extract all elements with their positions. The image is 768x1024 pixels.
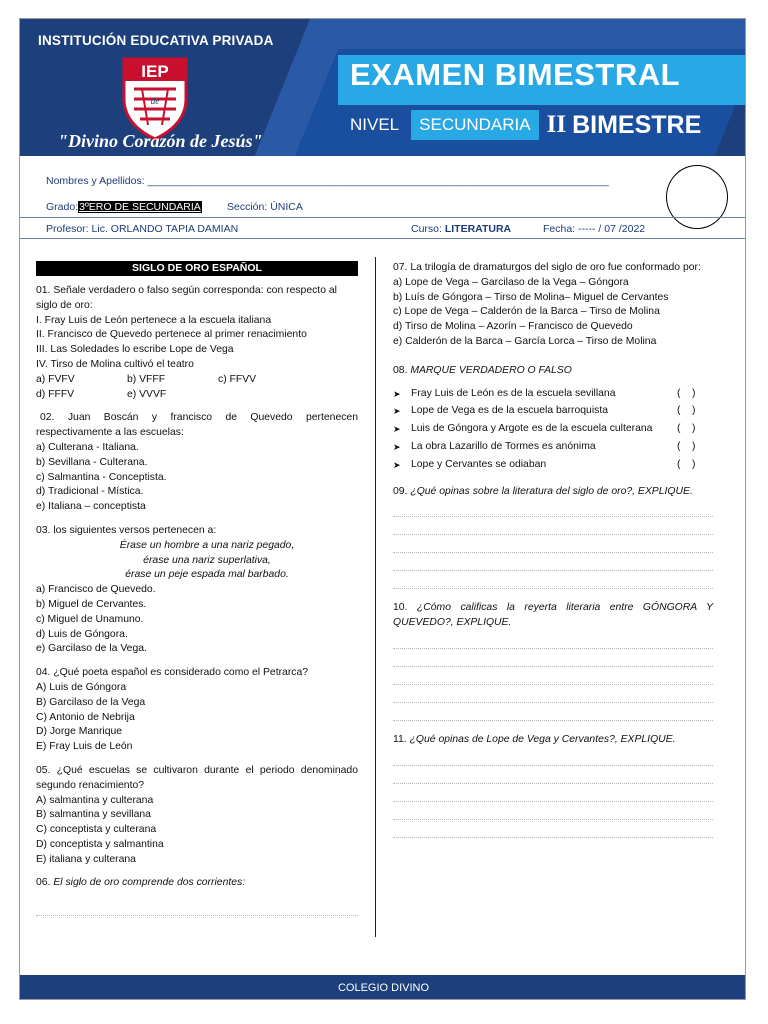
seccion-text: Sección: ÚNICA bbox=[227, 201, 303, 213]
answer-line[interactable] bbox=[393, 688, 713, 703]
question-stem: 04. ¿Qué poeta español es considerado como el Petrarca? bbox=[36, 667, 309, 679]
name-label: Nombres y Apellidos: bbox=[46, 175, 148, 187]
question-stem: ¿Qué opinas sobre la literatura del siglo de oro?, EXPLIQUE. bbox=[410, 485, 693, 497]
question-04 bbox=[36, 666, 358, 755]
question-stem: 05. ¿Qué escuelas se cultivaron durante el periodo denominado segundo renacimiento? bbox=[36, 764, 358, 791]
nivel-label: NIVEL bbox=[350, 115, 400, 134]
question-stem: MARQUE VERDADERO O FALSO bbox=[410, 364, 572, 376]
footer-bar: COLEGIO DIVINO bbox=[20, 975, 746, 1000]
answer-line[interactable] bbox=[393, 520, 713, 535]
grado-row bbox=[46, 201, 202, 213]
answer-line[interactable] bbox=[393, 634, 713, 649]
tf-item bbox=[393, 422, 713, 437]
question-stem: 02. Juan Boscán y francisco de Quevedo pertenecen respectivamente a las escuelas: bbox=[36, 412, 358, 439]
institution-name: INSTITUCIÓN EDUCATIVA PRIVADA bbox=[38, 33, 274, 48]
left-column bbox=[36, 261, 358, 925]
tf-statement: Lope de Vega es de la escuela barroquista bbox=[411, 405, 608, 417]
option[interactable]: e) Garcilaso de la Vega. bbox=[36, 643, 147, 655]
right-column bbox=[393, 261, 713, 847]
question-stem: ¿Cómo calificas la reyerta literaria entre GÓNGORA Y QUEVEDO?, EXPLIQUE. bbox=[393, 602, 713, 629]
statement: II. Francisco de Quevedo pertenece al primer renacimiento bbox=[36, 329, 307, 341]
question-number: 08. bbox=[393, 364, 408, 376]
answer-line[interactable] bbox=[393, 538, 713, 553]
statement: III. Las Soledades lo escribe Lope de Vega bbox=[36, 344, 234, 356]
tf-item bbox=[393, 440, 713, 455]
name-row bbox=[46, 175, 609, 187]
arrow-bullet-icon: ➤ bbox=[393, 459, 401, 470]
info-divider-bottom bbox=[20, 238, 746, 239]
answer-line[interactable] bbox=[393, 787, 713, 802]
answer-line[interactable] bbox=[393, 670, 713, 685]
section-title: SIGLO DE ORO ESPAÑOL bbox=[36, 261, 358, 276]
option-d[interactable]: d) FFFV bbox=[36, 388, 75, 400]
option[interactable]: E) italiana y culterana bbox=[36, 853, 136, 865]
option[interactable]: e) Calderón de la Barca – García Lorca – Tirso de Molina bbox=[393, 335, 657, 347]
school-crest-logo bbox=[120, 55, 190, 141]
secundaria-label: SECUNDARIA bbox=[411, 110, 538, 140]
question-number: 09. bbox=[393, 485, 408, 497]
header-banner bbox=[20, 19, 746, 156]
tf-statement: Luis de Góngora y Argote es de la escuela culterana bbox=[411, 423, 653, 435]
answer-line[interactable] bbox=[393, 823, 713, 838]
answer-line[interactable] bbox=[36, 901, 358, 916]
info-divider-top bbox=[20, 217, 746, 218]
question-stem: 01. Señale verdadero o falso según corresponda: con respecto al siglo de oro: bbox=[36, 285, 337, 311]
option[interactable]: d) Tirso de Molina – Azorín – Francisco de Quevedo bbox=[393, 321, 633, 333]
question-06 bbox=[36, 876, 358, 916]
tf-answer-box[interactable]: ( ) bbox=[677, 405, 696, 417]
option[interactable]: d) Luis de Góngora. bbox=[36, 628, 128, 640]
option[interactable]: a) Culterana - Italiana. bbox=[36, 441, 139, 453]
fecha-text: Fecha: ----- / 07 /2022 bbox=[543, 223, 646, 235]
crest-de: de bbox=[150, 96, 160, 106]
exam-page bbox=[19, 18, 746, 1000]
statement: I. Fray Luis de León pertenece a la escuela italiana bbox=[36, 314, 272, 326]
options-row bbox=[36, 373, 358, 388]
question-08 bbox=[393, 364, 713, 473]
column-divider bbox=[375, 257, 376, 937]
arrow-bullet-icon: ➤ bbox=[393, 441, 401, 452]
verse-line: Érase un hombre a una nariz pegado, bbox=[119, 539, 295, 551]
option[interactable]: B) Garcilaso de la Vega bbox=[36, 696, 146, 708]
verse-line: érase una nariz superlativa, bbox=[143, 554, 271, 566]
option[interactable]: e) Italiana – conceptista bbox=[36, 501, 146, 513]
question-stem: 07. La trilogía de dramaturgos del siglo de oro fue conformado por: bbox=[393, 262, 701, 273]
option[interactable]: A) Luis de Góngora bbox=[36, 681, 127, 693]
curso-value: LITERATURA bbox=[444, 223, 512, 235]
question-05 bbox=[36, 764, 358, 868]
option[interactable]: A) salmantina y culterana bbox=[36, 794, 154, 806]
option[interactable]: b) Sevillana - Culterana. bbox=[36, 456, 148, 468]
option[interactable]: a) Lope de Vega – Garcilaso de la Vega – Góngora bbox=[393, 276, 629, 288]
question-stem: El siglo de oro comprende dos corrientes: bbox=[53, 877, 246, 889]
tf-item bbox=[393, 387, 713, 402]
arrow-bullet-icon: ➤ bbox=[393, 406, 401, 417]
question-number: 06. bbox=[36, 877, 51, 889]
question-07 bbox=[393, 261, 713, 350]
option[interactable]: c) Salmantina - Conceptista. bbox=[36, 471, 167, 483]
bimestre-label: BIMESTRE bbox=[572, 110, 702, 139]
option[interactable]: c) Miguel de Unamuno. bbox=[36, 613, 144, 625]
question-11 bbox=[393, 733, 713, 838]
question-02 bbox=[36, 411, 358, 515]
option[interactable]: C) conceptista y culterana bbox=[36, 824, 157, 836]
answer-line[interactable] bbox=[393, 706, 713, 721]
question-number: 11. bbox=[393, 733, 407, 745]
arrow-bullet-icon: ➤ bbox=[393, 424, 401, 435]
answer-line[interactable] bbox=[393, 574, 713, 589]
option[interactable]: c) Lope de Vega – Calderón de la Barca – Tirso de Molina bbox=[393, 306, 660, 318]
option-a[interactable]: a) FVFV bbox=[36, 373, 75, 385]
tf-item bbox=[393, 404, 713, 419]
question-03 bbox=[36, 524, 358, 657]
name-field[interactable]: _______________________________________________________________________________ bbox=[147, 175, 609, 187]
grado-label: Grado: bbox=[46, 201, 79, 213]
question-stem: 03. los siguientes versos pertenecen a: bbox=[36, 524, 217, 536]
option[interactable]: d) Tradicional - Mística. bbox=[36, 486, 144, 498]
option[interactable]: C) Antonio de Nebrija bbox=[36, 711, 135, 723]
option[interactable]: D) Jorge Manrique bbox=[36, 726, 123, 738]
tf-statement: Fray Luis de León es de la escuela sevillana bbox=[411, 387, 616, 399]
verse-line: érase un peje espada mal barbado. bbox=[125, 569, 289, 581]
option[interactable]: E) Fray Luis de León bbox=[36, 741, 133, 753]
crest-letters: IEP bbox=[141, 62, 169, 81]
option[interactable]: a) Francisco de Quevedo. bbox=[36, 584, 156, 596]
tf-statement: Lope y Cervantes se odiaban bbox=[411, 458, 547, 470]
option[interactable]: b) Miguel de Cervantes. bbox=[36, 598, 147, 610]
option-c[interactable]: c) FFVV bbox=[218, 373, 257, 385]
answer-line[interactable] bbox=[393, 502, 713, 517]
question-09 bbox=[393, 485, 713, 590]
question-number: 10. bbox=[393, 602, 408, 614]
option[interactable]: B) salmantina y sevillana bbox=[36, 809, 151, 821]
answer-line[interactable] bbox=[393, 805, 713, 820]
options-row bbox=[36, 388, 358, 403]
grade-circle bbox=[666, 165, 728, 229]
option-e[interactable]: e) VVVF bbox=[127, 388, 167, 400]
tf-item bbox=[393, 458, 713, 473]
option[interactable]: D) conceptista y salmantina bbox=[36, 838, 164, 850]
curso-row bbox=[411, 223, 511, 235]
grado-value: 3ºERO DE SECUNDARIA bbox=[79, 201, 201, 213]
bimestre-number: II bbox=[546, 111, 567, 138]
answer-line[interactable] bbox=[393, 652, 713, 667]
question-01 bbox=[36, 284, 358, 402]
question-10 bbox=[393, 601, 713, 721]
option[interactable]: b) Luís de Góngora – Tirso de Molina– Miguel de Cervantes bbox=[393, 291, 669, 303]
answer-line[interactable] bbox=[393, 556, 713, 571]
level-row bbox=[338, 109, 701, 141]
statement: IV. Tirso de Molina cultivó el teatro bbox=[36, 358, 194, 370]
profesor-text: Profesor: Lic. ORLANDO TAPIA DAMIAN bbox=[46, 223, 239, 235]
answer-line[interactable] bbox=[393, 751, 713, 766]
tf-answer-box[interactable]: ( ) bbox=[677, 440, 696, 452]
tf-statement: La obra Lazarillo de Tormes es anónima bbox=[411, 440, 596, 452]
curso-label: Curso: bbox=[411, 223, 445, 235]
tf-answer-box[interactable]: ( ) bbox=[677, 387, 696, 399]
tf-answer-box[interactable]: ( ) bbox=[677, 423, 696, 435]
option-b[interactable]: b) VFFF bbox=[127, 373, 166, 385]
question-stem: ¿Qué opinas de Lope de Vega y Cervantes?, EXPLIQUE. bbox=[409, 733, 676, 745]
exam-title: EXAMEN BIMESTRAL bbox=[350, 57, 681, 92]
arrow-bullet-icon: ➤ bbox=[393, 388, 401, 399]
answer-line[interactable] bbox=[393, 769, 713, 784]
school-motto: "Divino Corazón de Jesús" bbox=[58, 131, 263, 151]
tf-answer-box[interactable]: ( ) bbox=[677, 458, 696, 470]
